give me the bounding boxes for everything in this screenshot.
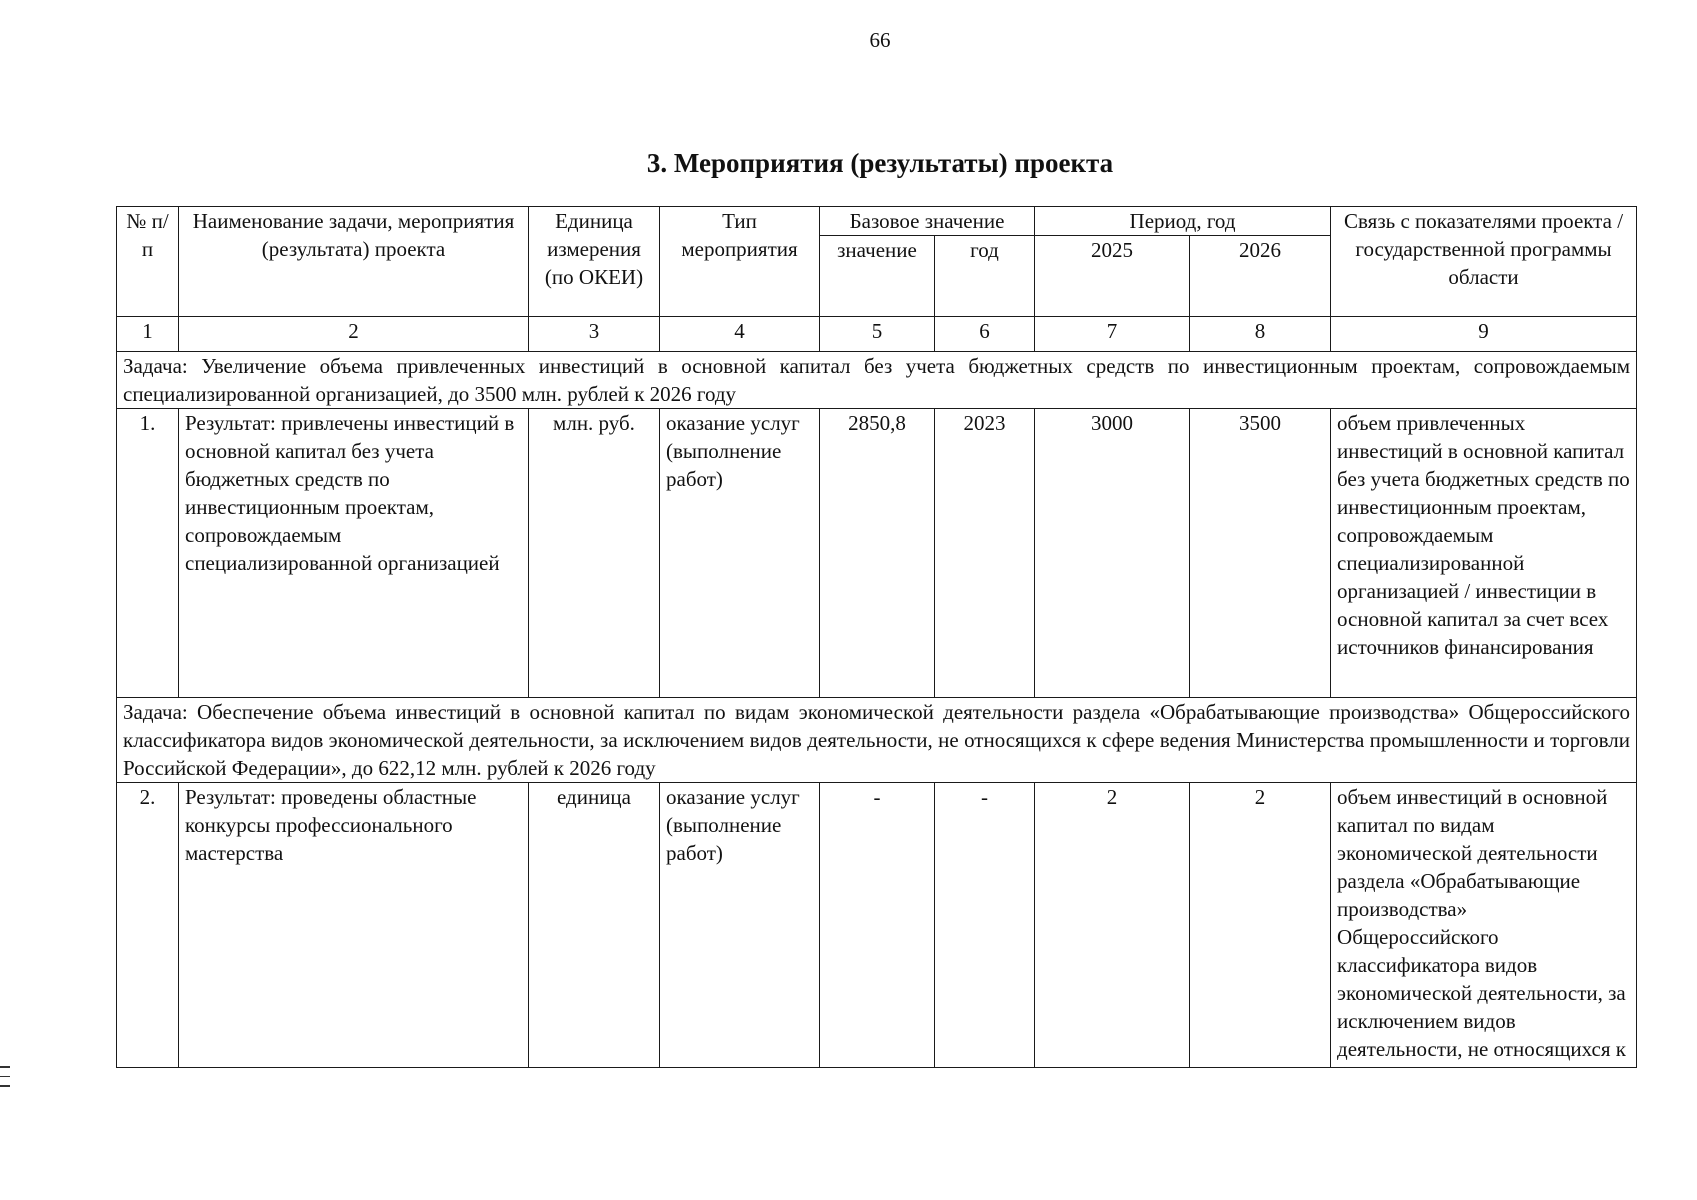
column-number: 1 xyxy=(117,317,179,352)
header-period: Период, год xyxy=(1035,207,1331,236)
row-1-2026: 3500 xyxy=(1190,409,1331,698)
column-number: 6 xyxy=(935,317,1035,352)
task-row xyxy=(117,698,1637,783)
header-name: Наименование задачи, мероприятия (результата) проекта xyxy=(179,207,529,317)
task-1-text: Задача: Увеличение объема привлеченных инвестиций в основной капитал без учета бюджетных средств по инвестиционным проектам, сопровождаемым специализированной организацией, до 3500 млн. рублей к 2026 году xyxy=(117,352,1637,409)
row-2-base-year: - xyxy=(935,783,1035,1068)
column-number: 5 xyxy=(820,317,935,352)
header-link: Связь с показателями проекта / государственной программы области xyxy=(1331,207,1637,317)
row-1-base-value: 2850,8 xyxy=(820,409,935,698)
header-num: № п/п xyxy=(117,207,179,317)
row-2-num: 2. xyxy=(117,783,179,1068)
header-base-year: год xyxy=(935,236,1035,317)
header-row xyxy=(117,207,1637,236)
column-number: 2 xyxy=(179,317,529,352)
task-2-text: Задача: Обеспечение объема инвестиций в основной капитал по видам экономической деятельности раздела «Обрабатывающие производства» Общероссийского классификатора видов экономической деятельности, за исключением видов деятельности, не относящихся к сфере ведения Министерства промышленности и торговли Российской Федерации», до 622,12 млн. рублей к 2026 году xyxy=(117,698,1637,783)
row-2-link: объем инвестиций в основной капитал по видам экономической деятельности раздела «Обрабатывающие производства» Общероссийского классификатора видов экономической деятельности, за исключением видов деятельности, не относящихся к xyxy=(1331,783,1637,1068)
row-2-unit: единица xyxy=(529,783,660,1068)
header-base: Базовое значение xyxy=(820,207,1035,236)
page-number: 66 xyxy=(869,28,891,52)
column-number: 8 xyxy=(1190,317,1331,352)
row-1-link: объем привлеченных инвестиций в основной капитал без учета бюджетных средств по инвестиционным проектам, сопровождаемым специализированной организацией / инвестиции в основной капитал за счет всех источников финансирования xyxy=(1331,409,1637,698)
row-1-unit: млн. руб. xyxy=(529,409,660,698)
row-2-base-value: - xyxy=(820,783,935,1068)
column-number: 3 xyxy=(529,317,660,352)
header-2026: 2026 xyxy=(1190,236,1331,317)
column-number: 4 xyxy=(660,317,820,352)
section-title: 3. Мероприятия (результаты) проекта xyxy=(646,148,1114,178)
row-1-type: оказание услуг (выполнение работ) xyxy=(660,409,820,698)
header-base-value: значение xyxy=(820,236,935,317)
column-number: 9 xyxy=(1331,317,1637,352)
header-2025: 2025 xyxy=(1035,236,1190,317)
row-2-2025: 2 xyxy=(1035,783,1190,1068)
header-unit: Единица измерения (по ОКЕИ) xyxy=(529,207,660,317)
column-number: 7 xyxy=(1035,317,1190,352)
row-1-base-year: 2023 xyxy=(935,409,1035,698)
column-number-row xyxy=(117,317,1637,352)
task-row xyxy=(117,352,1637,409)
row-2-type: оказание услуг (выполнение работ) xyxy=(660,783,820,1068)
row-2-name: Результат: проведены областные конкурсы профессионального мастерства xyxy=(179,783,529,1068)
row-2-2026: 2 xyxy=(1190,783,1331,1068)
margin-mark xyxy=(0,1066,10,1096)
row-1-2025: 3000 xyxy=(1035,409,1190,698)
row-1-name: Результат: привлечены инвестиций в основной капитал без учета бюджетных средств по инвестиционным проектам, сопровождаемым специализированной организацией xyxy=(179,409,529,698)
table-row xyxy=(117,409,1637,698)
row-1-num: 1. xyxy=(117,409,179,698)
header-type: Тип мероприятия xyxy=(660,207,820,317)
table-row xyxy=(117,783,1637,1068)
results-table xyxy=(116,206,1637,1068)
